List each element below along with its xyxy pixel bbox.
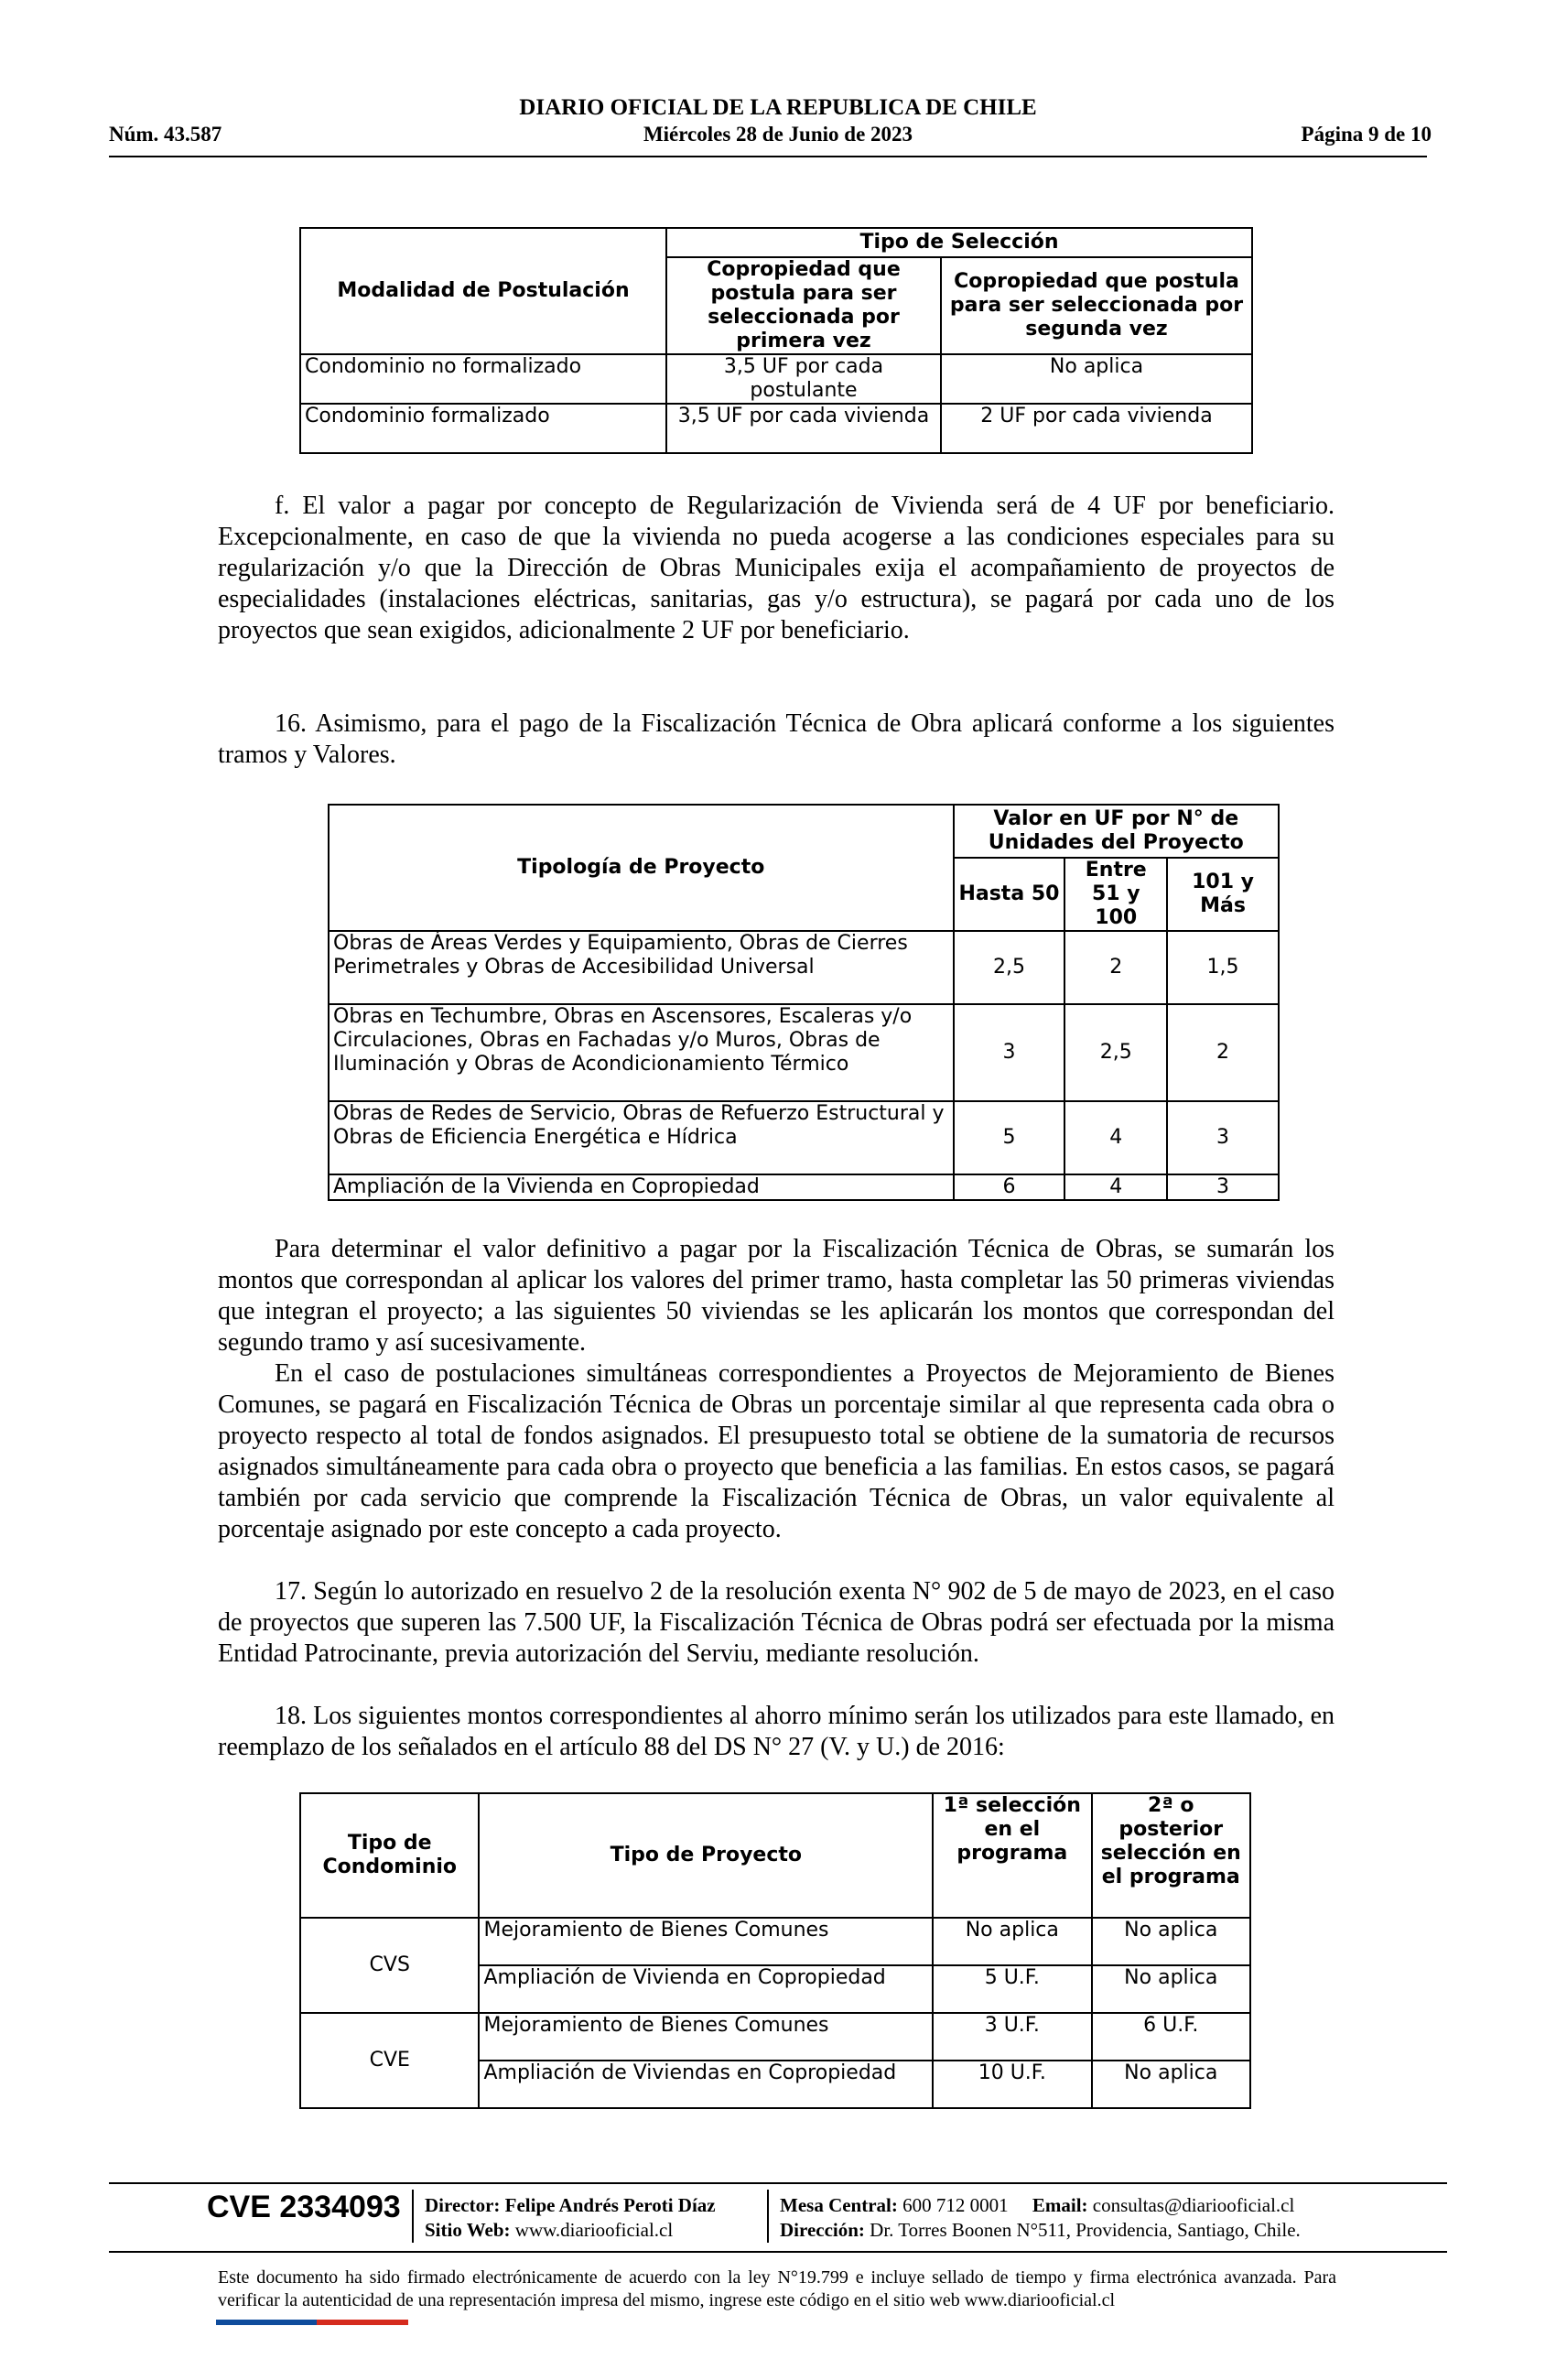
table1-cell-segunda: No aplica [941, 354, 1252, 404]
table3-cell-condominio: CVE [300, 2013, 479, 2108]
table2-header-tipologia: Tipología de Proyecto [329, 805, 954, 931]
table2-cell-value: 2,5 [954, 931, 1065, 1004]
table3-header-primera: 1ª selección en el programa [933, 1793, 1091, 1918]
postulation-modality-table [299, 227, 1253, 454]
paragraph-18-text: 18. Los siguientes montos correspondientes al ahorro mínimo serán los utilizados para este llamado, en reemplazo de los señalados en el artículo 88 del DS N° 27 (V. y U.) de 2016: [218, 1702, 1334, 1761]
footer-director-block [425, 2193, 716, 2243]
table-row [300, 354, 1252, 404]
signature-notice: Este documento ha sido firmado electrónicamente de acuerdo con la ley N°19.799 e incluye sellado de tiempo y firma electrónica avanzada. Para verificar la autenticidad de una representación impresa del mismo, ingrese este código en el sitio web www.diariooficial.cl [218, 2267, 1336, 2310]
table-row [329, 1101, 1279, 1174]
table2-cell-tipologia: Ampliación de la Vivienda en Copropiedad [329, 1174, 954, 1200]
table3-cell-segunda: 6 U.F. [1092, 2013, 1250, 2061]
table3-cell-segunda: No aplica [1092, 1918, 1250, 1965]
table2-cell-value: 4 [1064, 1101, 1167, 1174]
table3-header-condominio: Tipo de Condominio [300, 1793, 479, 1918]
paragraph-f [218, 491, 1334, 646]
table2-cell-value: 4 [1064, 1174, 1167, 1200]
table-row [329, 1174, 1279, 1200]
director-label: Director: [425, 2194, 501, 2216]
table2-cell-tipologia: Obras en Techumbre, Obras en Ascensores, Escaleras y/o Circulaciones, Obras en Fachadas y/o Muros, Obras de Iluminación y Obras de Acondicionamiento Térmico [329, 1004, 954, 1101]
mesa-label: Mesa Central: [780, 2194, 898, 2216]
table1-header-group: Tipo de Selección [666, 228, 1252, 257]
table-row [300, 1918, 1250, 1965]
email-link[interactable]: consultas@diariooficial.cl [1092, 2194, 1295, 2216]
paragraph-f-text: f. El valor a pagar por concepto de Regularización de Vivienda será de 4 UF por beneficiario. Excepcionalmente, en caso de que la vivienda no pueda acogerse a las condiciones especiales para su regularización y/o que la Dirección de Obras Municipales exija el acompañamiento de proyectos de especialidades (instalaciones eléctricas, sanitarias, gas y/o estructura), se pagará por cada uno de los proyectos que sean exigidos, adicionalmente 2 UF por beneficiario. [218, 492, 1334, 644]
table3-cell-segunda: No aplica [1092, 2061, 1250, 2108]
table2-cell-value: 2 [1167, 1004, 1279, 1101]
director-name: Felipe Andrés Peroti Díaz [504, 2194, 716, 2216]
paragraph-16-text: 16. Asimismo, para el pago de la Fiscalización Técnica de Obra aplicará conforme a los siguientes tramos y Valores. [218, 709, 1334, 769]
table2-cell-value: 3 [1167, 1174, 1279, 1200]
footer-separator [412, 2190, 414, 2243]
table2-cell-value: 3 [954, 1004, 1065, 1101]
website-link[interactable]: www.diariooficial.cl [514, 2219, 674, 2241]
flag-red-stripe [317, 2320, 408, 2325]
table3-header-proyecto: Tipo de Proyecto [479, 1793, 933, 1918]
table2-cell-value: 5 [954, 1101, 1065, 1174]
table3-header-segunda: 2ª o posterior selección en el programa [1092, 1793, 1250, 1918]
table1-header-modalidad: Modalidad de Postulación [300, 228, 666, 354]
flag-blue-stripe [216, 2320, 317, 2325]
cve-code: CVE 2334093 [207, 2190, 401, 2224]
issue-date: Miércoles 28 de Junio de 2023 [643, 123, 913, 146]
table1-cell-segunda: 2 UF por cada vivienda [941, 404, 1252, 453]
chile-flag-bar [216, 2320, 408, 2325]
gazette-title: DIARIO OFICIAL DE LA REPUBLICA DE CHILE [519, 95, 1037, 120]
table3-cell-primera: 3 U.F. [933, 2013, 1091, 2061]
table2-cell-value: 3 [1167, 1101, 1279, 1174]
address-value: Dr. Torres Boonen N°511, Providencia, Santiago, Chile. [870, 2219, 1301, 2241]
paragraph-18 [218, 1701, 1334, 1763]
table1-cell-modalidad: Condominio no formalizado [300, 354, 666, 404]
header-divider [109, 156, 1427, 157]
footer-divider-bottom [109, 2251, 1447, 2253]
table3-cell-proyecto: Ampliación de Vivienda en Copropiedad [479, 1965, 933, 2013]
table3-cell-segunda: No aplica [1092, 1965, 1250, 2013]
table3-cell-primera: 10 U.F. [933, 2061, 1091, 2108]
paragraph-16 [218, 709, 1334, 771]
table3-cell-proyecto: Mejoramiento de Bienes Comunes [479, 1918, 933, 1965]
table1-cell-modalidad: Condominio formalizado [300, 404, 666, 453]
page-indicator: Página 9 de 10 [1301, 123, 1432, 146]
inspection-values-table [328, 804, 1280, 1201]
paragraph-valor-definitivo-text: Para determinar el valor definitivo a pagar por la Fiscalización Técnica de Obras, se sumarán los montos que correspondan al aplicar los valores del primer tramo, hasta completar las 50 primeras viviendas que integran el proyecto; a las siguientes 50 viviendas se les aplicarán los montos que correspondan del segundo tramo y así sucesivamente. [218, 1235, 1334, 1357]
table-row [329, 931, 1279, 1004]
table3-cell-condominio: CVS [300, 1918, 479, 2013]
paragraph-17-text: 17. Según lo autorizado en resuelvo 2 de la resolución exenta N° 902 de 5 de mayo de 2023, en el caso de proyectos que superen las 7.500 UF, la Fiscalización Técnica de Obras podrá ser efectuada por la misma Entidad Patrocinante, previa autorización del Serviu, mediante resolución. [218, 1577, 1334, 1668]
table2-header-group: Valor en UF por N° de Unidades del Proyecto [954, 805, 1279, 858]
paragraph-valor-definitivo [218, 1234, 1334, 1358]
table2-cell-tipologia: Obras de Redes de Servicio, Obras de Refuerzo Estructural y Obras de Eficiencia Energética e Hídrica [329, 1101, 954, 1174]
paragraph-postulaciones-simultaneas [218, 1358, 1334, 1545]
footer-separator [767, 2190, 769, 2243]
paragraph-postulaciones-simultaneas-text: En el caso de postulaciones simultáneas correspondientes a Proyectos de Mejoramiento de Bienes Comunes, se pagará en Fiscalización Técnica de Obras un porcentaje similar al que representa cada obra o proyecto respecto al total de fondos asignados. El presupuesto total se obtiene de la sumatoria de recursos asignados simultáneamente para cada obra o proyecto que beneficia a las familias. En estos casos, se pagará también por cada servicio que comprende la Fiscalización Técnica de Obras, un valor equivalente al porcentaje asignado por este concepto a cada proyecto. [218, 1359, 1334, 1543]
email-label: Email: [1032, 2194, 1088, 2216]
table2-cell-value: 6 [954, 1174, 1065, 1200]
website-label: Sitio Web: [425, 2219, 511, 2241]
table2-cell-value: 1,5 [1167, 931, 1279, 1004]
table-row [300, 404, 1252, 453]
table3-cell-proyecto: Ampliación de Viviendas en Copropiedad [479, 2061, 933, 2108]
footer-contact-block [780, 2193, 1301, 2243]
table2-cell-value: 2,5 [1064, 1004, 1167, 1101]
table2-header-101-mas: 101 y Más [1167, 858, 1279, 931]
table2-header-entre-51-100: Entre 51 y 100 [1064, 858, 1167, 931]
table2-cell-tipologia: Obras de Áreas Verdes y Equipamiento, Obras de Cierres Perimetrales y Obras de Accesibilidad Universal [329, 931, 954, 1004]
issue-number: Núm. 43.587 [109, 123, 222, 146]
table1-cell-primera: 3,5 UF por cada vivienda [666, 404, 941, 453]
paragraph-17 [218, 1576, 1334, 1670]
table1-header-segunda: Copropiedad que postula para ser seleccionada por segunda vez [941, 257, 1252, 354]
minimum-savings-table [299, 1792, 1251, 2109]
address-label: Dirección: [780, 2219, 865, 2241]
table2-cell-value: 2 [1064, 931, 1167, 1004]
footer-divider-top [109, 2182, 1447, 2184]
table2-header-hasta-50: Hasta 50 [954, 858, 1065, 931]
table1-header-primera: Copropiedad que postula para ser seleccionada por primera vez [666, 257, 941, 354]
mesa-phone: 600 712 0001 [902, 2194, 1009, 2216]
table3-cell-primera: No aplica [933, 1918, 1091, 1965]
table3-cell-primera: 5 U.F. [933, 1965, 1091, 2013]
table-row [300, 2013, 1250, 2061]
table-row [329, 1004, 1279, 1101]
table3-cell-proyecto: Mejoramiento de Bienes Comunes [479, 2013, 933, 2061]
table1-cell-primera: 3,5 UF por cada postulante [666, 354, 941, 404]
